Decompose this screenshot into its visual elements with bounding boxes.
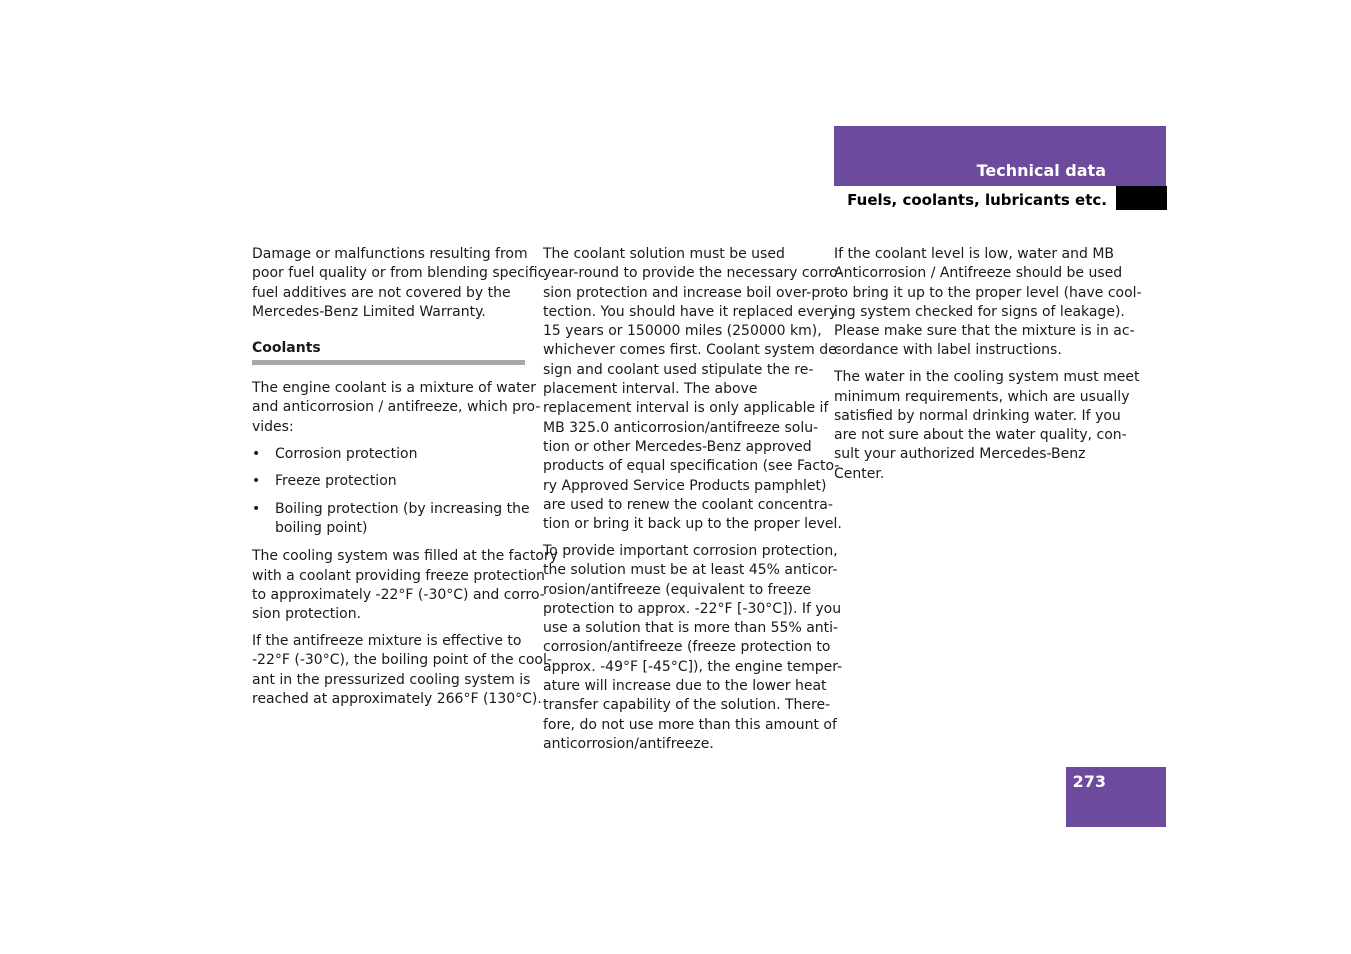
text-line: To provide important corrosion protection, — [543, 542, 838, 559]
text-line: transfer capability of the solution. There- — [543, 697, 831, 714]
water-quality-paragraph — [834, 368, 1140, 484]
text-line: • Corrosion protection — [275, 445, 418, 462]
text-line: poor fuel quality or from blending specific — [252, 265, 546, 282]
text-line: ature will increase due to the lower heat — [543, 678, 827, 695]
text-line: The coolant solution must be used — [543, 246, 785, 262]
text-line: anticorrosion/antifreeze. — [543, 735, 714, 752]
section-subtitle: Fuels, coolants, lubricants etc. — [847, 191, 1107, 209]
text-column-3 — [834, 245, 1142, 492]
replacement-interval-paragraph — [543, 245, 843, 534]
text-line: replacement interval is only applicable if — [543, 400, 829, 417]
factory-fill-paragraph — [252, 547, 558, 624]
text-line: Please make sure that the mixture is in ac- — [834, 323, 1135, 340]
section-title: Technical data — [976, 161, 1106, 180]
text-line: minimum requirements, which are usually — [834, 388, 1130, 405]
text-line: The cooling system was filled at the factory — [252, 548, 558, 565]
text-line: • Freeze protection — [275, 473, 397, 490]
list-item — [252, 500, 528, 539]
text-line: tion or other Mercedes-Benz approved — [543, 438, 812, 455]
page-number: 273 — [1072, 772, 1106, 791]
text-line: MB 325.0 anticorrosion/antifreeze solu- — [543, 419, 819, 436]
concentration-paragraph — [543, 542, 843, 754]
text-line: corrosion/antifreeze (freeze protection to — [543, 639, 831, 656]
text-line: and anticorrosion / antifreeze, which pro- — [252, 399, 541, 416]
text-line: are not sure about the water quality, con- — [834, 427, 1127, 444]
text-line: products of equal specification (see Facto- — [543, 458, 840, 475]
list-item — [252, 472, 528, 491]
thumb-tab-marker — [1116, 186, 1167, 210]
text-line: fuel additives are not covered by the — [252, 284, 511, 301]
text-line: to approximately -22°F (-30°C) and corro- — [252, 586, 545, 603]
text-line: 15 years or 150000 miles (250000 km), — [543, 323, 822, 340]
text-line: with a coolant providing freeze protection — [252, 567, 545, 584]
text-line: -22°F (-30°C), the boiling point of the cool- — [252, 652, 552, 669]
coolants-heading-block — [252, 339, 525, 365]
text-line: sult your authorized Mercedes-Benz — [834, 446, 1086, 463]
text-column-1 — [252, 245, 558, 717]
text-line: Anticorrosion / Antifreeze should be used — [834, 265, 1123, 282]
section-header-block — [834, 126, 1166, 186]
text-line: cordance with label instructions. — [834, 342, 1062, 359]
text-line: tion or bring it back up to the proper level. — [543, 516, 842, 533]
text-line: If the coolant level is low, water and MB — [834, 246, 1115, 262]
page-number-block — [1066, 767, 1166, 827]
text-line: ry Approved Service Products pamphlet) — [543, 477, 827, 494]
text-line: whichever comes first. Coolant system de- — [543, 342, 842, 359]
text-line: fore, do not use more than this amount of — [543, 716, 837, 733]
protection-list — [252, 445, 528, 539]
coolants-heading: Coolants — [252, 340, 321, 357]
text-line: to bring it up to the proper level (have cool- — [834, 284, 1142, 301]
text-line: the solution must be at least 45% anticor- — [543, 562, 838, 579]
list-item — [252, 445, 528, 464]
text-line: vides: — [252, 418, 294, 435]
text-line: protection to approx. -22°F [-30°C]). If you — [543, 600, 842, 617]
coolant-mixture-paragraph — [252, 379, 541, 437]
text-line: sion protection and increase boil over-pro- — [543, 284, 840, 301]
text-line: ant in the pressurized cooling system is — [252, 671, 531, 688]
text-line: Damage or malfunctions resulting from — [252, 246, 528, 262]
text-line: ing system checked for signs of leakage). — [834, 303, 1125, 320]
text-line: approx. -49°F [-45°C]), the engine temper- — [543, 658, 843, 675]
text-line: Center. — [834, 465, 885, 482]
text-line: are used to renew the coolant concentra- — [543, 496, 833, 513]
text-line: tection. You should have it replaced every — [543, 303, 838, 320]
text-line: placement interval. The above — [543, 381, 758, 398]
text-line: boiling point) — [275, 520, 368, 537]
text-line: reached at approximately 266°F (130°C). — [252, 690, 542, 707]
text-line: The engine coolant is a mixture of water — [252, 380, 536, 397]
text-line: rosion/antifreeze (equivalent to freeze — [543, 581, 812, 598]
intro-paragraph — [252, 245, 546, 322]
text-line: • Boiling protection (by increasing the — [275, 501, 530, 518]
text-line: satisfied by normal drinking water. If you — [834, 407, 1121, 424]
text-line: Mercedes-Benz Limited Warranty. — [252, 303, 486, 320]
text-line: The water in the cooling system must meet — [834, 369, 1140, 386]
topping-up-paragraph — [834, 245, 1142, 361]
text-line: sign and coolant used stipulate the re- — [543, 361, 814, 378]
text-column-2 — [543, 245, 843, 762]
text-line: If the antifreeze mixture is effective to — [252, 632, 522, 649]
text-line: sion protection. — [252, 606, 362, 623]
boiling-point-paragraph — [252, 632, 552, 709]
text-line: year-round to provide the necessary corro- — [543, 265, 843, 282]
text-line: use a solution that is more than 55% anti- — [543, 620, 839, 637]
heading-rule — [252, 360, 525, 365]
